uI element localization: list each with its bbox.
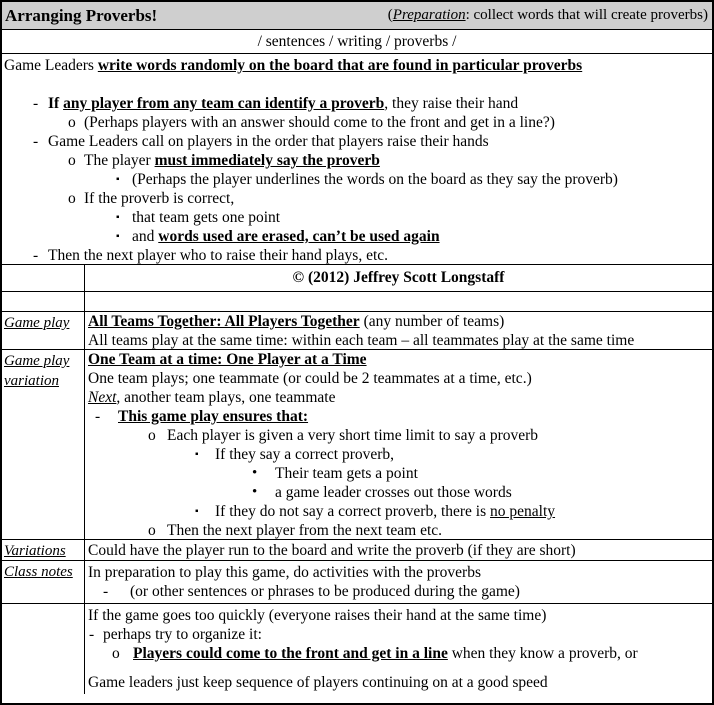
text-run: Could have the player run to the board and write the proverb (if they are short) xyxy=(88,542,576,559)
o-bullet-icon: o xyxy=(148,427,156,444)
text-line xyxy=(85,350,712,369)
class-notes-row xyxy=(2,561,712,604)
copyright-label-cell xyxy=(2,265,85,291)
text-run: All teams play at the same time: within each team – all teammates play at the same time xyxy=(88,332,635,349)
o-bullet-icon: o xyxy=(148,522,156,539)
text-line xyxy=(2,208,712,227)
class-notes-label: Class notes xyxy=(4,564,73,580)
final-notes-label-cell xyxy=(2,604,85,694)
o-bullet-icon: o xyxy=(68,152,76,169)
text-line xyxy=(85,464,712,483)
text-line xyxy=(85,312,712,331)
text-run: and xyxy=(132,228,159,245)
text-run: If the proverb is correct, xyxy=(84,190,235,207)
dot-bullet-icon: • xyxy=(252,465,258,481)
class-notes-text xyxy=(85,561,712,603)
text-line xyxy=(85,521,712,539)
game-play-label-cell xyxy=(2,312,85,349)
variations-row xyxy=(2,540,712,561)
game-play-text xyxy=(85,312,712,349)
text-line xyxy=(85,502,712,521)
text-run: All Teams Together: All Players Together xyxy=(88,313,360,330)
text-line xyxy=(2,227,712,246)
text-run: (Perhaps the player underlines the words on the board as they say the proverb) xyxy=(132,171,618,188)
text-run: Game Leaders xyxy=(4,57,98,74)
text-line xyxy=(85,673,712,692)
variations-label-cell xyxy=(2,540,85,560)
spacer-row xyxy=(2,292,712,312)
text-line xyxy=(85,369,712,388)
variations-label: Variations xyxy=(4,543,66,559)
text-run: The player xyxy=(84,152,155,169)
instructions-section xyxy=(2,54,712,265)
text-line xyxy=(2,246,712,264)
copyright-row xyxy=(2,265,712,292)
text-run: Then the next player from the next team etc. xyxy=(167,522,443,539)
game-play-variation-label-line1: Game play xyxy=(4,353,70,369)
class-notes-label-cell xyxy=(2,561,85,603)
dot-bullet-icon: • xyxy=(252,484,258,500)
text-run: (any number of teams) xyxy=(359,313,505,330)
game-play-row xyxy=(2,312,712,350)
text-run: perhaps try to organize it: xyxy=(103,626,262,643)
text-run: write words randomly on the board that are found in particular proverbs xyxy=(97,57,583,74)
text-run: Their team gets a point xyxy=(275,465,418,482)
o-bullet-icon: o xyxy=(112,645,120,662)
text-line xyxy=(85,582,712,601)
o-bullet-icon: o xyxy=(68,190,76,207)
preparation-note xyxy=(388,7,708,24)
text-line xyxy=(85,606,712,625)
text-run: In preparation to play this game, do activities with the proverbs xyxy=(88,564,481,581)
text-line xyxy=(2,56,712,75)
final-notes-row xyxy=(2,604,712,694)
text-run: Players could come to the front and get in a line xyxy=(133,645,448,662)
text-line xyxy=(85,445,712,464)
text-run: One Team at a time: One Player at a Time xyxy=(88,351,367,368)
text-run: If xyxy=(48,95,64,112)
text-run: must immediately say the proverb xyxy=(154,152,380,169)
final-notes-text xyxy=(85,604,712,694)
text-run: Then the next player who to raise their hand plays, etc. xyxy=(48,247,389,264)
text-line xyxy=(85,388,712,407)
text-line xyxy=(2,170,712,189)
preparation-open-paren: ( xyxy=(387,7,393,23)
text-run: Each player is given a very short time limit to say a proverb xyxy=(167,427,539,444)
spacer-content-cell xyxy=(85,292,712,311)
text-line xyxy=(85,644,712,663)
text-run: (Perhaps players with an answer should come to the front and get in a line?) xyxy=(84,114,555,131)
text-run: that team gets one point xyxy=(132,209,281,226)
text-line xyxy=(2,113,712,132)
text-line xyxy=(2,94,712,113)
dash-bullet-icon: - xyxy=(33,133,39,150)
copyright-text: © (2012) Jeffrey Scott Longstaff xyxy=(292,269,505,286)
game-play-variation-text xyxy=(85,350,712,539)
text-line xyxy=(85,541,712,560)
sq-bullet-icon: ▪ xyxy=(116,231,120,242)
text-line xyxy=(85,426,712,445)
variations-text xyxy=(85,540,712,560)
text-run: a game leader crosses out those words xyxy=(275,484,512,501)
text-line xyxy=(2,151,712,170)
blank-line xyxy=(2,75,712,94)
game-play-variation-label-line2: variation xyxy=(4,373,59,389)
text-line xyxy=(2,132,712,151)
text-line xyxy=(85,625,712,644)
game-play-variation-label-line1-wrap xyxy=(4,351,82,371)
sq-bullet-icon: ▪ xyxy=(116,174,120,185)
text-run: This game play ensures that: xyxy=(118,408,309,425)
game-play-variation-row xyxy=(2,350,712,540)
game-play-variation-label-line2-wrap xyxy=(4,371,82,391)
o-bullet-icon: o xyxy=(68,114,76,131)
topic-tags-row xyxy=(2,30,712,54)
game-play-label: Game play xyxy=(4,315,70,331)
text-line xyxy=(85,331,712,349)
text-line xyxy=(85,407,712,426)
blank-line xyxy=(85,663,712,673)
dash-bullet-icon: - xyxy=(95,408,101,425)
dash-bullet-icon: - xyxy=(33,95,39,112)
text-run: If the game goes too quickly (everyone raises their hand at the same time) xyxy=(88,607,547,624)
text-line xyxy=(85,483,712,502)
text-run: Game Leaders call on players in the order that players raise their hands xyxy=(48,133,489,150)
text-run: Game leaders just keep sequence of players continuing on at a good speed xyxy=(88,674,548,691)
text-run: when they know a proverb, or xyxy=(447,645,638,662)
text-run: If they say a correct proverb, xyxy=(215,446,395,463)
text-run: If they do not say a correct proverb, there is xyxy=(215,503,491,520)
preparation-rest: : collect words that will create proverbs) xyxy=(465,7,708,23)
text-run: , another team plays, one teammate xyxy=(116,389,336,406)
preparation-term: Preparation xyxy=(392,7,466,23)
text-run: (or other sentences or phrases to be produced during the game) xyxy=(130,583,520,600)
topic-tags-text: / sentences / writing / proverbs / xyxy=(257,32,457,50)
page-title: Arranging Proverbs! xyxy=(5,5,158,25)
sq-bullet-icon: ▪ xyxy=(116,212,120,223)
text-line xyxy=(2,189,712,208)
dash-bullet-icon: - xyxy=(103,583,109,600)
dash-bullet-icon: - xyxy=(89,626,95,643)
text-run: , they raise their hand xyxy=(384,95,519,112)
title-bar xyxy=(2,2,712,30)
sq-bullet-icon: ▪ xyxy=(195,506,199,517)
text-run: any player from any team can identify a proverb xyxy=(63,95,385,112)
game-play-variation-label-cell xyxy=(2,350,85,539)
spacer-label-cell xyxy=(2,292,85,311)
instructions-text xyxy=(2,54,712,264)
text-run: words used are erased, can’t be used again xyxy=(158,228,440,245)
sq-bullet-icon: ▪ xyxy=(195,449,199,460)
text-line xyxy=(85,563,712,582)
text-run: Next xyxy=(88,389,117,406)
text-run: no penalty xyxy=(490,503,556,520)
text-run: One team plays; one teammate (or could be 2 teammates at a time, etc.) xyxy=(88,370,532,387)
dash-bullet-icon: - xyxy=(33,247,39,264)
